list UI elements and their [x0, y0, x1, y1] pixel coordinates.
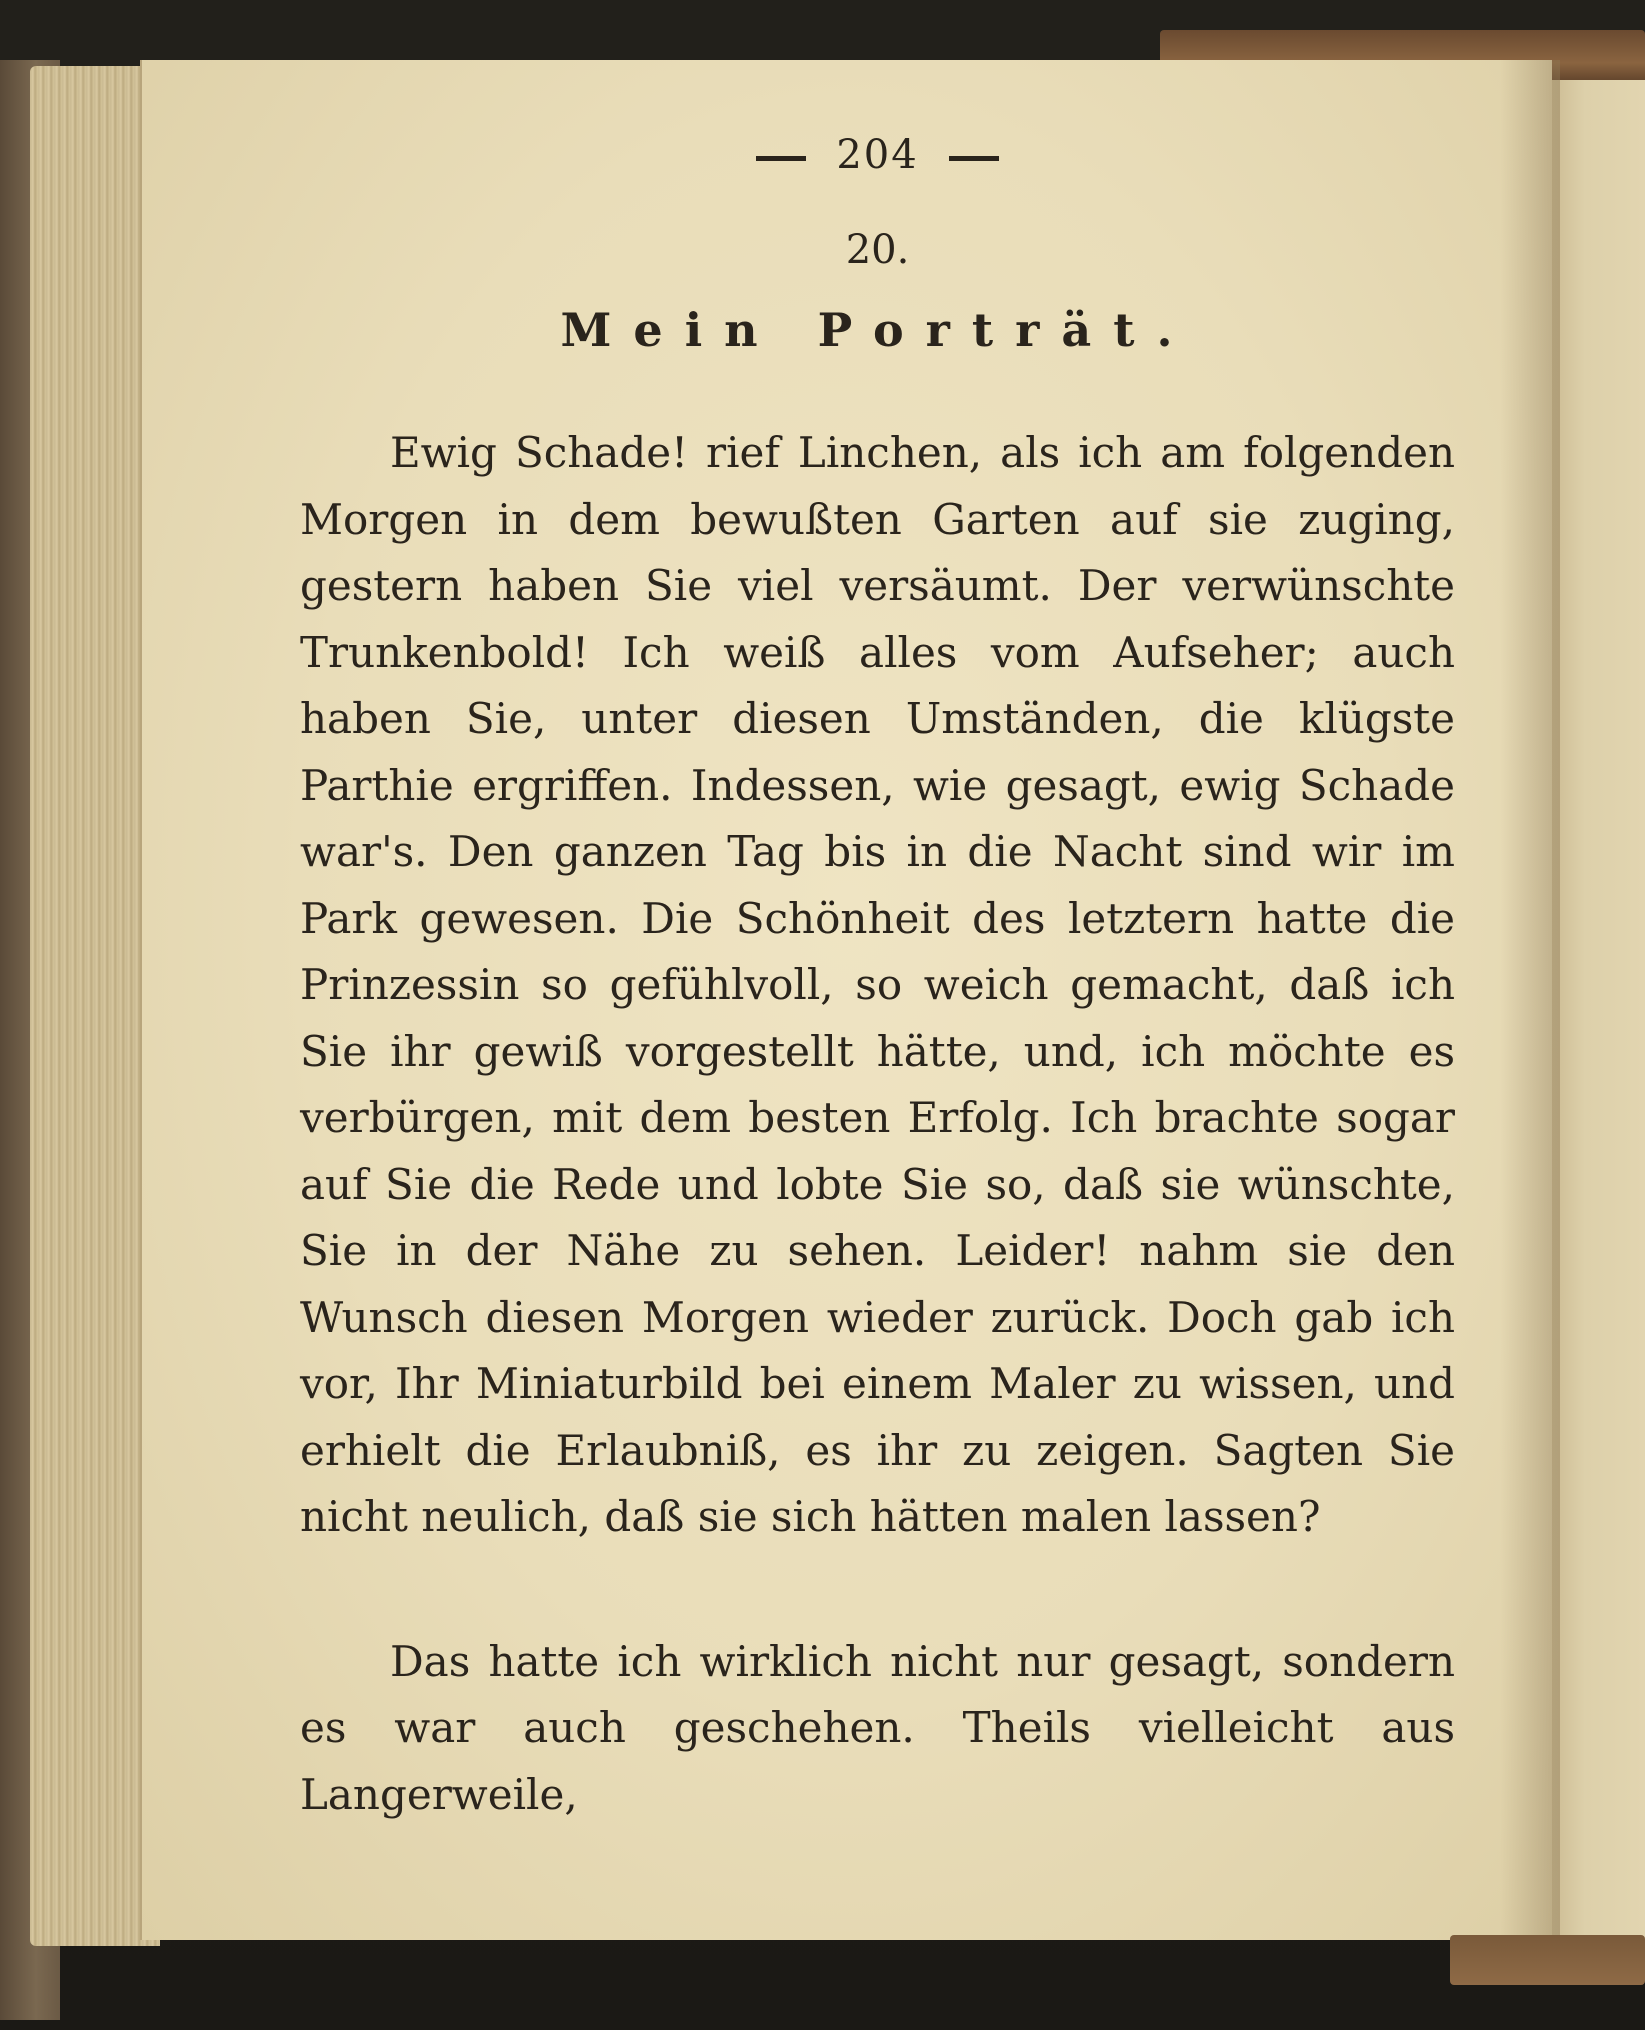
facing-page — [1545, 80, 1645, 1940]
dash-left — [756, 156, 806, 161]
page-text — [300, 120, 1455, 1828]
page-number: 204 — [836, 132, 919, 178]
chapter-title: Mein Porträt. — [560, 303, 1195, 357]
paragraph-2: Das hatte ich wirklich nicht nur gesagt, sondern es war auch geschehen. Theils vielleicht aus Langerweile, — [300, 1636, 1455, 1819]
paragraph-1: Ewig Schade! rief Linchen, als ich am folgenden Morgen in dem bewußten Garten auf sie zuging, gestern haben Sie viel versäumt. Der verwünschte Trunkenbold! Ich weiß alles vom Aufseher; auch haben Sie, unter diesen Umständen, die klügste Parthie ergriffen. Indessen, wie gesagt, ewig Schade war's. Den ganzen Tag bis in die Nacht sind wir im Park gewesen. Die Schönheit des letztern hatte die Prinzessin so gefühlvoll, so weich gemacht, daß ich Sie ihr gewiß vorgestellt hätte, und, ich möchte es verbürgen, mit dem besten Erfolg. Ich brachte sogar auf Sie die Rede und lobte Sie so, daß sie wünschte, Sie in der Nähe zu sehen. Leider! nahm sie den Wunsch diesen Morgen wieder zurück. Doch gab ich vor, Ihr Miniaturbild bei einem Maler zu wissen, und erhielt die Erlaubniß, es ihr zu zeigen. Sagten Sie nicht neulich, daß sie sich hätten malen lassen? — [300, 428, 1455, 1541]
page-number-line — [300, 120, 1455, 190]
chapter-number: 20. — [845, 227, 910, 273]
binding-strap-bottom — [1450, 1935, 1645, 1985]
dash-right — [949, 156, 999, 161]
gutter-shadow — [1500, 60, 1560, 1940]
